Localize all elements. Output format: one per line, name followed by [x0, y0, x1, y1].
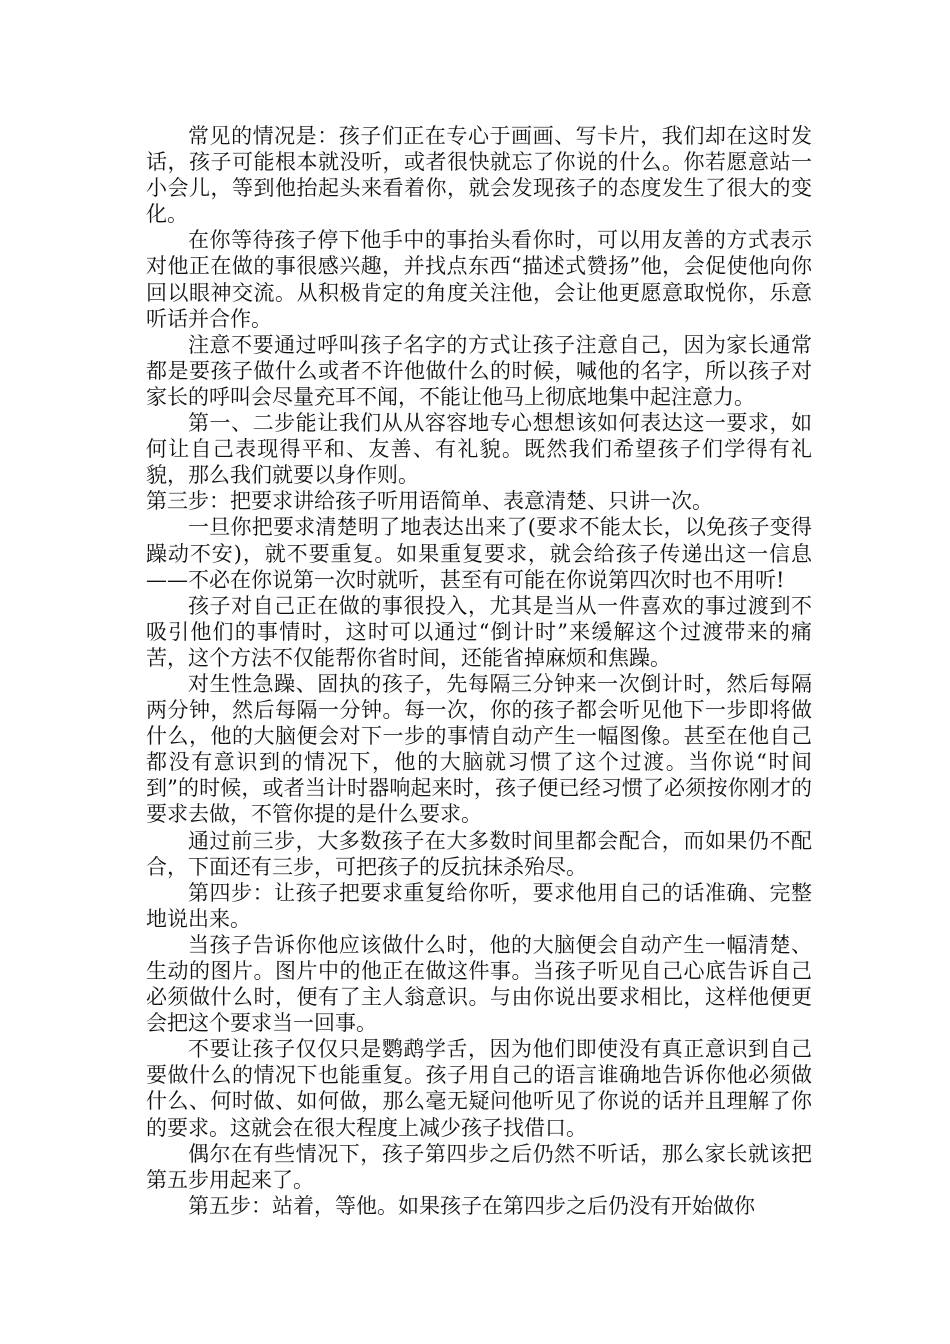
paragraph: 通过前三步，大多数孩子在大多数时间里都会配合，而如果仍不配合，下面还有三步，可把孩子的反抗抹杀殆尽。: [146, 828, 812, 879]
paragraph: 偶尔在有些情况下，孩子第四步之后仍然不听话，那么家长就该把第五步用起来了。: [146, 1141, 812, 1192]
paragraph: 不要让孩子仅仅只是鹦鹉学舌，因为他们即使没有真正意识到自己要做什么的情况下也能重复。孩子用自己的语言谁确地告诉你他必须做什么、何时做、如何做，那么毫无疑问他听见了你说的话并且理解了你的要求。这就会在很大程度上减少孩子找借口。: [146, 1037, 812, 1140]
step-heading: 第五步：站着，等他。如果孩子在第四步之后仍没有开始做你: [188, 1193, 755, 1218]
step-heading: 第四步：让孩子把要求重复给你听，要求他用自己的话准确、完整地说出来。: [146, 880, 812, 931]
document-page: [146, 123, 812, 1219]
paragraph: 当孩子告诉你他应该做什么时，他的大脑便会自动产生一幅清楚、生动的图片。图片中的他正在做这件事。当孩子听见自己心底告诉自己必须做什么时，便有了主人翁意识。与由你说出要求相比，这样他便更会把这个要求当一回事。: [146, 932, 812, 1036]
paragraph: 对生性急躁、固执的孩子，先每隔三分钟来一次倒计时，然后每隔两分钟，然后每隔一分钟。每一次，你的孩子都会听见他下一步即将做什么，他的大脑便会对下一步的事情自动产生一幅图像。甚至在他自己都没有意识到的情况下，他的大脑就习惯了这个过渡。当你说“时间到”的时候，或者当计时器响起来时，孩子便已经习惯了必须按你刚才的要求去做，不管你提的是什么要求。: [146, 671, 812, 827]
step-heading: 第三步：把要求讲给孩子听用语简单、表意清楚、只讲一次。: [146, 489, 713, 514]
paragraph: 注意不要通过呼叫孩子名字的方式让孩子注意自己，因为家长通常都是要孩子做什么或者不许他做什么的时候，喊他的名字，所以孩子对家长的呼叫会尽量充耳不闻，不能让他马上彻底地集中起注意力。: [146, 332, 812, 409]
paragraph: 在你等待孩子停下他手中的事抬头看你时，可以用友善的方式表示对他正在做的事很感兴趣，并找点东西“描述式赞扬”他，会促使他向你回以眼神交流。从积极肯定的角度关注他，会让他更愿意取悦你，乐意听话并合作。: [146, 228, 812, 331]
paragraph: 第一、二步能让我们从从容容地专心想想该如何表达这一要求，如何让自己表现得平和、友善、有礼貌。既然我们希望孩子们学得有礼貌，那么我们就要以身作则。: [146, 411, 812, 488]
paragraph: 一旦你把要求清楚明了地表达出来了(要求不能太长，以免孩子变得躁动不安)，就不要重复。如果重复要求，就会给孩子传递出这一信息——不必在你说第一次时就听，甚至有可能在你说第四次时也不用听!: [146, 515, 812, 592]
paragraph: 孩子对自己正在做的事很投入，尤其是当从一件喜欢的事过渡到不吸引他们的事情时，这时可以通过“倒计时”来缓解这个过渡带来的痛苦，这个方法不仅能帮你省时间，还能省掉麻烦和焦躁。: [146, 593, 812, 670]
paragraph: 常见的情况是：孩子们正在专心于画画、写卡片，我们却在这时发话，孩子可能根本就没听，或者很快就忘了你说的什么。你若愿意站一小会儿，等到他抬起头来看着你，就会发现孩子的态度发生了很大的变化。: [146, 124, 812, 227]
